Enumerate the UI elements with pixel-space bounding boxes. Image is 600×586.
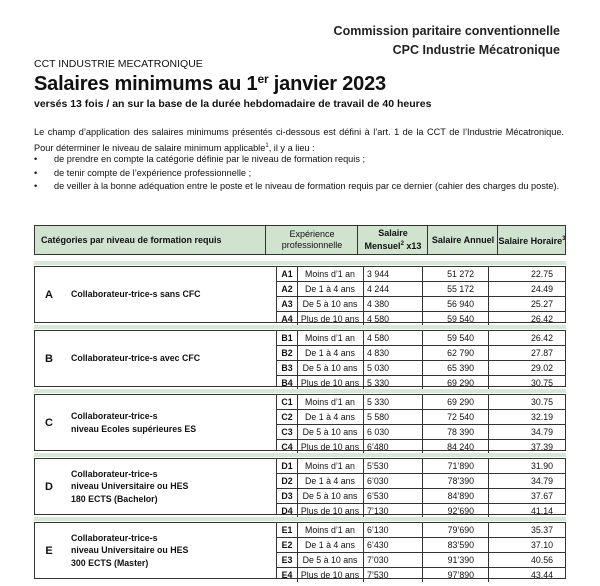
row-monthly: 5’530: [363, 459, 423, 473]
row-hourly: 37.39: [530, 442, 553, 452]
table-row: [277, 410, 565, 425]
category-rows: [277, 267, 565, 327]
row-experience: De 5 à 10 ans: [297, 553, 364, 567]
table-row: [277, 282, 565, 297]
row-code: B3: [277, 361, 298, 375]
table-row: [277, 395, 565, 410]
row-hourly: 31.90: [530, 461, 553, 471]
row-monthly: 5 030: [363, 361, 423, 375]
intro-text-end: , il y a lieu :: [268, 142, 315, 153]
header-hourly-footnote: 3: [562, 235, 566, 242]
intro-bullets: [34, 153, 564, 194]
row-hourly: 27.87: [530, 348, 553, 358]
row-monthly: 5 330: [363, 376, 423, 390]
category-rows: [277, 331, 565, 391]
row-hourly: 29.02: [530, 363, 553, 373]
category-letter: A: [35, 267, 64, 322]
row-hourly: 37.10: [530, 540, 553, 550]
row-code: A1: [277, 267, 298, 281]
header-annual-salary: Salaire Annuel: [427, 226, 498, 254]
row-experience: De 5 à 10 ans: [297, 425, 364, 439]
row-annual: 79’690: [423, 523, 489, 537]
row-code: A2: [277, 282, 298, 296]
category-letter: D: [35, 459, 64, 514]
row-code: D1: [277, 459, 298, 473]
row-code: E2: [277, 538, 298, 552]
row-monthly: 6’030: [363, 474, 423, 488]
table-row: [277, 425, 565, 440]
row-monthly: 4 244: [363, 282, 423, 296]
title-main: Salaires minimums au 1: [34, 73, 258, 95]
row-experience: Moins d’1 an: [297, 523, 364, 537]
row-experience: Plus de 10 ans: [297, 504, 364, 518]
row-hourly: 26.42: [530, 314, 553, 324]
row-hourly: 24.49: [530, 284, 553, 294]
row-hourly: 26.42: [530, 333, 553, 343]
row-code: D3: [277, 489, 298, 503]
table-row: [277, 361, 565, 376]
category-group-d: [34, 458, 566, 515]
row-code: D4: [277, 504, 298, 518]
row-annual: 56 940: [423, 297, 489, 311]
table-row: [277, 346, 565, 361]
row-monthly: 6’430: [363, 538, 423, 552]
row-annual: 51 272: [423, 267, 489, 281]
table-row: [277, 459, 565, 474]
row-experience: De 1 à 4 ans: [297, 346, 364, 360]
row-monthly: 7’130: [363, 504, 423, 518]
row-experience: Plus de 10 ans: [297, 440, 364, 454]
category-label: Collaborateur-trice-s niveau Ecoles supérieures ES: [63, 395, 277, 450]
row-experience: Plus de 10 ans: [297, 376, 364, 390]
row-experience: De 1 à 4 ans: [297, 538, 364, 552]
row-experience: Plus de 10 ans: [297, 568, 364, 582]
header-hourly-label: Salaire Horaire: [498, 235, 563, 246]
row-annual: 72 540: [423, 410, 489, 424]
row-annual: 91’390: [423, 553, 489, 567]
row-annual: 84’890: [423, 489, 489, 503]
row-code: C1: [277, 395, 298, 409]
row-monthly: 3 944: [363, 267, 423, 281]
row-annual: 65 390: [423, 361, 489, 375]
table-row: [277, 474, 565, 489]
table-row: [277, 538, 565, 553]
table-row: [277, 297, 565, 312]
row-annual: 84 240: [423, 440, 489, 454]
category-label: Collaborateur-trice-s niveau Universitaire ou HES 300 ECTS (Master): [63, 523, 277, 578]
row-experience: De 5 à 10 ans: [297, 361, 364, 375]
category-letter: B: [35, 331, 64, 386]
row-experience: De 5 à 10 ans: [297, 489, 364, 503]
header-monthly-footnote: 2: [400, 241, 404, 247]
header-monthly-salary: [357, 226, 428, 254]
page-title: [34, 72, 386, 96]
title-superscript: er: [257, 72, 269, 86]
row-experience: Moins d’1 an: [297, 331, 364, 345]
row-code: A3: [277, 297, 298, 311]
row-annual: 59 540: [423, 312, 489, 326]
row-annual: 55 172: [423, 282, 489, 296]
row-code: D2: [277, 474, 298, 488]
row-experience: Moins d’1 an: [297, 267, 364, 281]
row-code: B2: [277, 346, 298, 360]
category-label: Collaborateur-trice-s avec CFC: [63, 331, 277, 386]
header-monthly-label: Salaire Mensuel: [364, 228, 408, 251]
table-row: [277, 489, 565, 504]
row-code: B4: [277, 376, 298, 390]
row-annual: 83’590: [423, 538, 489, 552]
row-hourly: 34.79: [530, 476, 553, 486]
table-header: [34, 225, 566, 255]
row-hourly: 32.19: [530, 412, 553, 422]
row-monthly: 4 830: [363, 346, 423, 360]
intro-paragraph: [34, 126, 564, 155]
row-hourly: 22.75: [530, 269, 553, 279]
organization-header: [334, 22, 560, 60]
row-experience: Moins d’1 an: [297, 459, 364, 473]
organization-line-1: Commission paritaire conventionnelle: [333, 24, 560, 38]
row-hourly: 40.56: [530, 555, 553, 565]
row-hourly: 25.27: [530, 299, 553, 309]
row-monthly: 5 330: [363, 395, 423, 409]
header-categories: Catégories par niveau de formation requis: [41, 234, 222, 245]
row-annual: 97’890: [423, 568, 489, 582]
category-group-b: [34, 330, 566, 387]
table-row: [277, 267, 565, 282]
row-hourly: 41.14: [530, 506, 553, 516]
organization-line-2: CPC Industrie Mécatronique: [392, 43, 560, 57]
bullet-item: • de tenir compte de l’expérience professionnelle ;: [34, 167, 564, 181]
row-code: E4: [277, 568, 298, 582]
row-code: E3: [277, 553, 298, 567]
row-code: E1: [277, 523, 298, 537]
header-experience: Expérience professionnelle: [265, 226, 358, 254]
intro-text: Le champ d’application des salaires minimums présentés ci-dessous est défini à l’art. 1 de la CCT de l’Industrie Mécatronique. Pour déterminer le niveau de salaire minimum applicable: [34, 127, 564, 153]
row-code: A4: [277, 312, 298, 326]
category-group-c: [34, 394, 566, 451]
intro-footnote-ref: 1: [265, 142, 269, 149]
header-monthly-suffix: x13: [403, 241, 422, 251]
title-end: janvier 2023: [268, 73, 386, 95]
category-group-e: [34, 522, 566, 579]
row-monthly: 4 380: [363, 297, 423, 311]
row-monthly: 6’130: [363, 523, 423, 537]
row-experience: De 5 à 10 ans: [297, 297, 364, 311]
row-monthly: 6’480: [363, 440, 423, 454]
page-subtitle: versés 13 fois / an sur la base de la durée hebdomadaire de travail de 40 heures: [34, 98, 432, 110]
row-hourly: 43.44: [530, 570, 553, 580]
row-code: B1: [277, 331, 298, 345]
row-experience: Plus de 10 ans: [297, 312, 364, 326]
row-annual: 71’890: [423, 459, 489, 473]
row-annual: 78’390: [423, 474, 489, 488]
row-code: C3: [277, 425, 298, 439]
bullet-item: • de veiller à la bonne adéquation entre le poste et le niveau de formation requis par ce dernier (cahier des charges du poste).: [34, 180, 564, 194]
row-hourly: 30.75: [530, 397, 553, 407]
row-experience: De 1 à 4 ans: [297, 282, 364, 296]
row-experience: Moins d’1 an: [297, 395, 364, 409]
row-monthly: 4 580: [363, 331, 423, 345]
row-hourly: 30.75: [530, 378, 553, 388]
category-rows: [277, 395, 565, 455]
row-annual: 69 290: [423, 376, 489, 390]
bullet-item: • de prendre en compte la catégorie définie par le niveau de formation requis ;: [34, 153, 564, 167]
row-code: C2: [277, 410, 298, 424]
row-hourly: 37.67: [530, 491, 553, 501]
category-group-a: [34, 266, 566, 323]
row-monthly: 6’530: [363, 489, 423, 503]
row-annual: 59 540: [423, 331, 489, 345]
category-letter: C: [35, 395, 64, 450]
row-monthly: 6 030: [363, 425, 423, 439]
table-row: [277, 568, 565, 583]
row-annual: 69 290: [423, 395, 489, 409]
row-experience: De 1 à 4 ans: [297, 410, 364, 424]
row-annual: 62 790: [423, 346, 489, 360]
row-monthly: 7’530: [363, 568, 423, 582]
category-rows: [277, 523, 565, 583]
row-hourly: 35.37: [530, 525, 553, 535]
row-annual: 92’690: [423, 504, 489, 518]
row-hourly: 34.79: [530, 427, 553, 437]
category-letter: E: [35, 523, 64, 578]
row-code: C4: [277, 440, 298, 454]
header-hourly-salary: [497, 226, 566, 254]
table-row: [277, 523, 565, 538]
table-row: [277, 553, 565, 568]
row-annual: 78 390: [423, 425, 489, 439]
table-row: [277, 331, 565, 346]
category-label: Collaborateur-trice-s sans CFC: [63, 267, 277, 322]
row-monthly: 4 580: [363, 312, 423, 326]
row-experience: De 1 à 4 ans: [297, 474, 364, 488]
category-rows: [277, 459, 565, 519]
category-label: Collaborateur-trice-s niveau Universitaire ou HES 180 ECTS (Bachelor): [63, 459, 277, 514]
row-monthly: 7’030: [363, 553, 423, 567]
cct-label: CCT INDUSTRIE MECATRONIQUE: [34, 58, 203, 70]
row-monthly: 5 580: [363, 410, 423, 424]
